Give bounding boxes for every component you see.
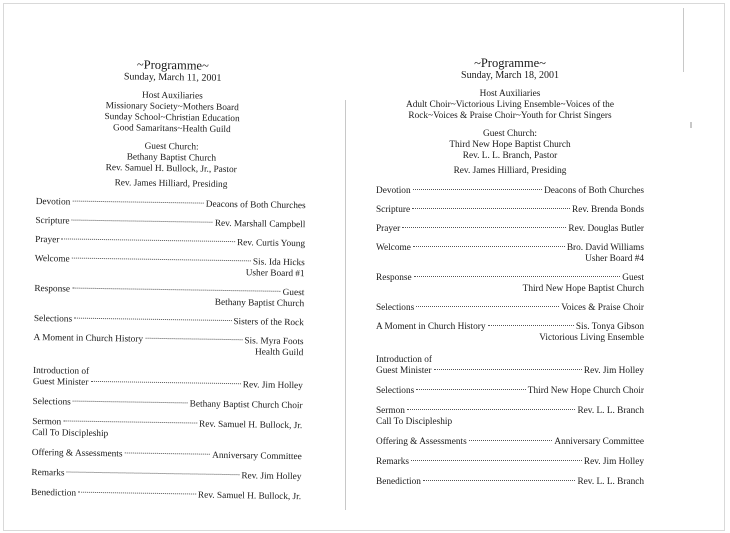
programme-row bbox=[376, 243, 644, 254]
row-item: Selections bbox=[32, 396, 71, 408]
row-item-post: Call To Discipleship bbox=[32, 427, 109, 440]
host-line: Missionary Society~Mothers Board bbox=[105, 101, 239, 114]
edge-mark bbox=[683, 8, 684, 72]
row-who: Sis. Myra Foots bbox=[244, 336, 304, 348]
row-who: Rev. Marshall Campbell bbox=[214, 218, 306, 231]
programme-date: Sunday, March 11, 2001 bbox=[123, 71, 222, 84]
row-who: Anniversary Committee bbox=[212, 450, 302, 463]
presiding: Rev. James Hilliard, Presiding bbox=[453, 166, 567, 176]
programme-row bbox=[376, 273, 644, 284]
row-item: Offering & Assessments bbox=[31, 447, 123, 460]
row-who-detail: Usher Board #1 bbox=[245, 268, 305, 280]
programme-rows bbox=[31, 192, 306, 503]
programme-rows bbox=[376, 181, 644, 488]
row-item-pre: Introduction of bbox=[376, 355, 433, 365]
row-item: Welcome bbox=[376, 243, 411, 253]
row-who: Voices & Praise Choir bbox=[561, 303, 644, 313]
row-item: Scripture bbox=[35, 215, 70, 227]
programme-title: ~Programme~ bbox=[474, 56, 546, 70]
host-line: Adult Choir~Victorious Living Ensemble~Voices of the bbox=[406, 100, 614, 110]
row-who: Rev. L. L. Branch bbox=[577, 406, 644, 416]
row-item: Welcome bbox=[34, 253, 70, 265]
row-item: Devotion bbox=[35, 196, 71, 208]
programme-row bbox=[376, 437, 644, 448]
programme-row bbox=[376, 406, 644, 417]
row-item: Sermon bbox=[376, 406, 405, 416]
row-who-detail: Health Guild bbox=[255, 347, 304, 359]
row-item: Sermon bbox=[32, 416, 62, 428]
row-item-pre: Introduction of bbox=[32, 365, 90, 377]
row-who: Rev. Brenda Bonds bbox=[572, 205, 644, 215]
row-who: Rev. Samuel H. Bullock, Jr. bbox=[197, 490, 302, 503]
row-who: Sis. Ida Hicks bbox=[252, 257, 305, 269]
row-item: Benediction bbox=[31, 487, 77, 499]
guest-label: Guest Church: bbox=[144, 141, 199, 153]
row-who: Rev. Jim Holley bbox=[583, 366, 644, 376]
row-who: Sis. Tonya Gibson bbox=[575, 322, 644, 332]
row-item: A Moment in Church History bbox=[376, 322, 486, 332]
row-item: Selections bbox=[376, 386, 415, 396]
row-who: Rev. Jim Holley bbox=[241, 471, 302, 483]
row-who: Sisters of the Rock bbox=[233, 317, 304, 329]
row-who: Deacons of Both Churches bbox=[205, 199, 306, 212]
row-who: Rev. L. L. Branch bbox=[577, 477, 644, 487]
row-item: Benediction bbox=[376, 477, 421, 487]
row-item: Guest Minister bbox=[32, 376, 89, 388]
row-item: Prayer bbox=[35, 234, 60, 246]
row-item: A Moment in Church History bbox=[33, 332, 144, 345]
guest-pastor: Rev. L. L. Branch, Pastor bbox=[462, 151, 558, 161]
row-who: Rev. Douglas Butler bbox=[568, 224, 644, 234]
host-line: Good Samaritans~Health Guild bbox=[113, 123, 231, 136]
host-line: Sunday School~Christian Education bbox=[104, 112, 240, 125]
row-item: Remarks bbox=[31, 467, 65, 479]
programme-header bbox=[36, 57, 308, 192]
row-who: Rev. Curtis Young bbox=[236, 238, 306, 250]
row-who-detail: Usher Board #4 bbox=[585, 254, 644, 264]
programme-row bbox=[376, 386, 644, 397]
row-item: Guest Minister bbox=[376, 366, 432, 376]
row-who-detail: Bethany Baptist Church bbox=[214, 297, 305, 310]
row-who-detail: Victorious Living Ensemble bbox=[539, 333, 644, 343]
programme-row bbox=[376, 322, 644, 333]
guest-church: Third New Hope Baptist Church bbox=[449, 140, 571, 150]
programme-right bbox=[376, 57, 644, 488]
guest-church: Bethany Baptist Church bbox=[126, 152, 217, 164]
edge-tick bbox=[690, 122, 692, 128]
row-item-post: Call To Discipleship bbox=[376, 417, 453, 427]
programme-header bbox=[376, 57, 644, 177]
row-item: Remarks bbox=[376, 457, 410, 467]
programme-row bbox=[376, 303, 644, 314]
guest-pastor: Rev. Samuel H. Bullock, Jr., Pastor bbox=[105, 163, 237, 176]
row-who: Anniversary Committee bbox=[554, 437, 644, 447]
row-who: Guest bbox=[282, 287, 305, 299]
programme-row bbox=[376, 186, 644, 197]
row-who: Rev. Samuel H. Bullock, Jr. bbox=[198, 419, 303, 432]
row-item: Scripture bbox=[376, 205, 411, 215]
programme-row bbox=[376, 205, 644, 216]
row-item: Response bbox=[376, 273, 412, 283]
row-who: Bethany Baptist Church Choir bbox=[189, 399, 303, 412]
row-item: Selections bbox=[33, 313, 73, 325]
row-item: Prayer bbox=[376, 224, 401, 234]
programme-left bbox=[31, 57, 308, 503]
programme-title: ~Programme~ bbox=[136, 57, 209, 73]
row-who: Guest bbox=[622, 273, 644, 283]
guest-label: Guest Church: bbox=[483, 129, 537, 139]
row-who: Rev. Jim Holley bbox=[583, 457, 644, 467]
programme-row bbox=[376, 366, 644, 377]
row-item: Response bbox=[34, 283, 71, 295]
row-who: Third New Hope Church Choir bbox=[527, 386, 644, 396]
host-label: Host Auxiliaries bbox=[141, 90, 203, 102]
fold-line bbox=[345, 100, 346, 510]
host-label: Host Auxiliaries bbox=[479, 89, 541, 99]
row-item: Selections bbox=[376, 303, 415, 313]
row-who-detail: Third New Hope Baptist Church bbox=[522, 284, 644, 294]
row-item: Devotion bbox=[376, 186, 411, 196]
programme-row bbox=[376, 224, 644, 235]
programme-row bbox=[376, 477, 644, 488]
row-who: Bro. David Williams bbox=[566, 243, 644, 253]
row-who: Deacons of Both Churches bbox=[544, 186, 644, 196]
row-item: Offering & Assessments bbox=[376, 437, 467, 447]
programme-date: Sunday, March 18, 2001 bbox=[461, 70, 559, 81]
presiding: Rev. James Hilliard, Presiding bbox=[114, 178, 228, 190]
programme-row bbox=[376, 457, 644, 468]
row-who: Rev. Jim Holley bbox=[242, 380, 303, 392]
host-line: Rock~Voices & Praise Choir~Youth for Christ Singers bbox=[408, 111, 612, 121]
